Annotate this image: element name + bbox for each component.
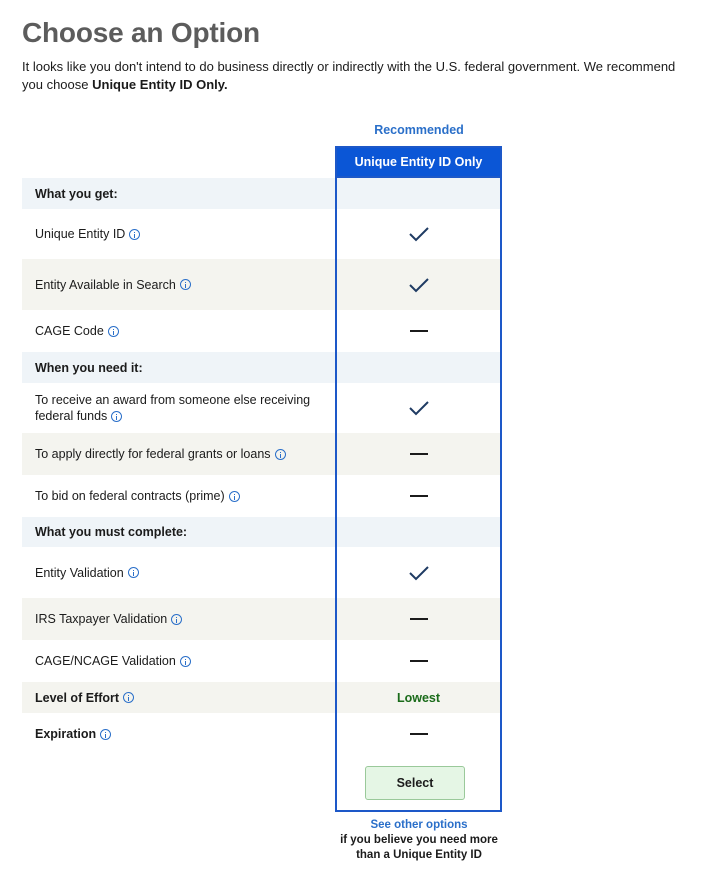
section-what-you-must-complete [22, 517, 502, 547]
row-label-line1: To receive an award from someone else receiving [35, 393, 311, 407]
select-button[interactable]: Select [365, 766, 465, 800]
info-icon[interactable] [275, 449, 286, 460]
page-title: Choose an Option [22, 17, 260, 48]
effort-value: Lowest [396, 690, 441, 705]
row-entity-in-search [22, 259, 502, 310]
row-level-of-effort [22, 682, 502, 713]
row-expiration [22, 713, 502, 755]
row-label: CAGE Code [35, 324, 104, 338]
info-icon[interactable] [171, 614, 182, 625]
dash-icon [335, 310, 502, 352]
row-label: IRS Taxpayer Validation [35, 612, 168, 626]
intro-text-body: It looks like you don't intend to do business directly or indirectly with the U.S. federal government. We recommend you choose [22, 59, 676, 92]
row-cage-ncage-validation [22, 640, 502, 682]
info-icon[interactable] [229, 491, 240, 502]
intro-text [22, 58, 694, 94]
row-label: Level of Effort [35, 690, 120, 705]
column-header: Unique Entity ID Only [335, 146, 502, 178]
dash-icon [335, 598, 502, 640]
footer-note-text: if you believe you need more than a Unique Entity ID [340, 834, 498, 861]
row-label: To apply directly for federal grants or loans [35, 447, 271, 461]
row-label: Entity Validation [35, 565, 124, 580]
dash-icon [335, 713, 502, 755]
row-irs-validation [22, 598, 502, 640]
row-label: Unique Entity ID [35, 227, 126, 241]
dash-icon [335, 475, 502, 517]
row-entity-validation [22, 547, 502, 598]
row-apply-grants [22, 433, 502, 475]
check-icon [335, 547, 502, 598]
row-unique-entity-id [22, 209, 502, 259]
row-bid-contracts [22, 475, 502, 517]
see-other-options-link[interactable]: See other options [370, 819, 468, 831]
section-when-you-need-it [22, 352, 502, 383]
comparison-table [22, 178, 502, 755]
row-label: CAGE/NCAGE Validation [35, 654, 176, 668]
check-icon [335, 259, 502, 310]
info-icon[interactable] [128, 567, 139, 578]
info-icon[interactable] [129, 229, 140, 240]
info-icon[interactable] [108, 326, 119, 337]
dash-icon [335, 640, 502, 682]
info-icon[interactable] [100, 729, 111, 740]
info-icon[interactable] [180, 656, 191, 667]
check-icon [335, 209, 502, 259]
footer-note [336, 818, 502, 863]
info-icon[interactable] [180, 279, 191, 290]
section-what-you-get [22, 178, 502, 209]
recommended-label: Recommended [374, 123, 464, 137]
row-label: Expiration [35, 727, 97, 741]
check-icon [335, 383, 502, 433]
info-icon[interactable] [123, 692, 134, 703]
dash-icon [335, 433, 502, 475]
row-cage-code [22, 310, 502, 352]
row-label-line2: federal funds [35, 409, 108, 423]
info-icon[interactable] [111, 411, 122, 422]
section-label: What you get: [35, 186, 118, 201]
row-receive-award [22, 383, 502, 433]
section-label: What you must complete: [35, 525, 188, 539]
row-label: To bid on federal contracts (prime) [35, 489, 225, 503]
row-label: Entity Available in Search [35, 277, 176, 292]
section-label: When you need it: [35, 360, 143, 375]
intro-text-emphasis: Unique Entity ID Only. [92, 77, 228, 92]
